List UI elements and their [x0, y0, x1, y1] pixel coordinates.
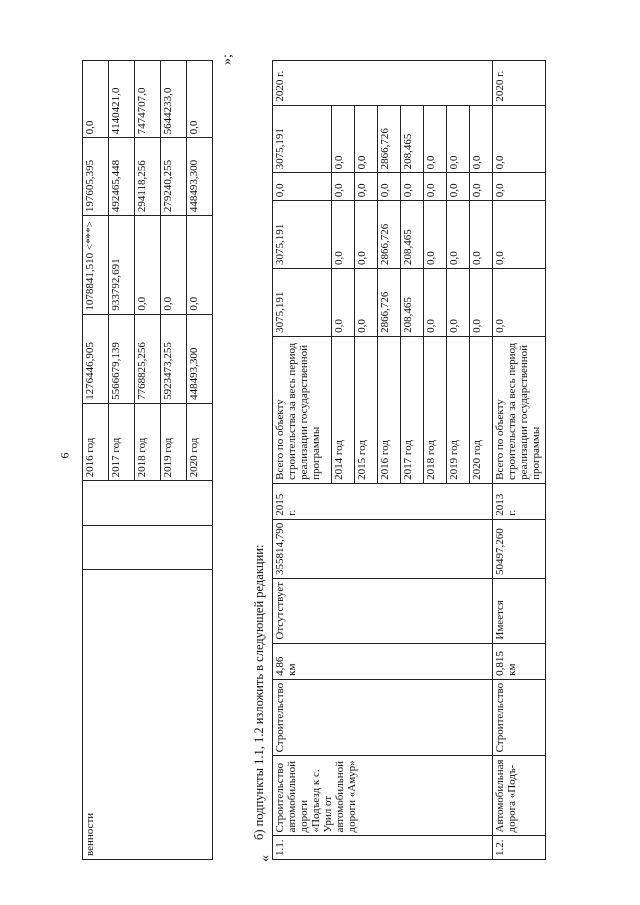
table-cell: 5566679,139: [109, 314, 135, 403]
table-cell: 0,0: [161, 216, 187, 315]
table-cell: Строительство: [273, 679, 493, 756]
table-cell: 0,0: [493, 173, 546, 201]
rotated-document-content: [82, 54, 622, 862]
table-cell: 0,0: [424, 201, 447, 269]
table-cell: 2013 г.: [493, 483, 546, 519]
table-cell: 2017 год: [401, 336, 424, 483]
table-cell: 50497,260: [493, 519, 546, 578]
table-cell: 3075,191: [273, 269, 332, 337]
construction-objects-table: [272, 60, 546, 860]
table-cell: 2014 год: [332, 336, 355, 483]
table-cell: 2015 год: [355, 336, 378, 483]
table-cell: 2866,726: [378, 201, 401, 269]
table-cell: 0,0: [332, 173, 355, 201]
intro-paragraph: б) подпункты 1.1, 1.2 изложить в следующей редакции:: [252, 544, 266, 840]
table-cell: 2016 год: [83, 403, 109, 481]
table-cell: 2019 год: [447, 336, 470, 483]
table-cell: 933792,691: [109, 216, 135, 315]
table-cell: 208,465: [401, 269, 424, 337]
table-cell: 0,0: [493, 105, 546, 173]
table-cell: 0,0: [187, 216, 213, 315]
table-cell: 5923473,255: [161, 314, 187, 403]
table-cell: 0,0: [470, 201, 493, 269]
table-cell: 2018 год: [135, 403, 161, 481]
table-cell: Отсутствует: [273, 578, 493, 643]
table-cell: 0,815 км: [493, 643, 546, 679]
table-cell: 3075,191: [273, 105, 332, 173]
table-cell: 0,0: [378, 173, 401, 201]
table-cell: Всего по объекту строительства за весь период реализации государственной программы: [493, 336, 546, 483]
table-cell: 0,0: [447, 105, 470, 173]
table-cell: 2019 год: [161, 403, 187, 481]
table-cell: 208,465: [401, 105, 424, 173]
table-cell: 3075,191: [273, 201, 332, 269]
table-cell: 197605,395: [83, 138, 109, 216]
table-cell: 2020 год: [187, 403, 213, 481]
table-cell: 0,0: [447, 269, 470, 337]
table-cell: 4140421,0: [109, 61, 135, 138]
table-cell: 4,86 км: [273, 643, 493, 679]
table-cell: 0,0: [187, 61, 213, 138]
table-cell: 0,0: [447, 201, 470, 269]
table-cell: 2020 г.: [273, 61, 493, 106]
table-cell: 0,0: [332, 269, 355, 337]
table-cell: Всего по объекту строительства за весь период реализации государственной программы: [273, 336, 332, 483]
table-cell: [83, 481, 213, 525]
table-cell: 0,0: [273, 173, 332, 201]
table-cell: 448493,300: [187, 138, 213, 216]
table-cell: Строительство автомобильной дороги «Подъезд к с. Урил от автомобильной дороги «Амур»: [273, 756, 493, 836]
table-cell: 0,0: [447, 173, 470, 201]
table-cell: 0,0: [493, 269, 546, 337]
funding-table-continued: [82, 60, 213, 860]
table-cell: 7768825,256: [135, 314, 161, 403]
table-cell: 0,0: [470, 105, 493, 173]
table-cell: 208,465: [401, 201, 424, 269]
table-cell: 2017 год: [109, 403, 135, 481]
table-cell: Автомобильная дорога «Подъ-: [493, 756, 546, 836]
table-cell: [83, 525, 213, 569]
table-cell: 0,0: [470, 173, 493, 201]
table-cell: 1.1.: [273, 836, 493, 860]
table-cell: 0,0: [424, 173, 447, 201]
table-cell: 5644233,0: [161, 61, 187, 138]
table-cell: 448493,300: [187, 314, 213, 403]
table-cell: 0,0: [355, 173, 378, 201]
table-cell: 1.2.: [493, 836, 546, 860]
table-cell: 279240,255: [161, 138, 187, 216]
table-cell: 355814,790: [273, 519, 493, 578]
table-cell: 2020 год: [470, 336, 493, 483]
page-number: 6: [57, 452, 72, 459]
table-cell: 294118,256: [135, 138, 161, 216]
table-cell: 0,0: [355, 105, 378, 173]
table-cell: 2866,726: [378, 269, 401, 337]
table-cell: 0,0: [355, 201, 378, 269]
table-row: [273, 61, 332, 860]
table-cell: Строительство: [493, 679, 546, 756]
table-cell: 0,0: [135, 216, 161, 315]
table-cell: 0,0: [332, 105, 355, 173]
table-cell: 2020 г.: [493, 61, 546, 106]
table-cell: 0,0: [332, 201, 355, 269]
table-cell: 2866,726: [378, 105, 401, 173]
table-cell: 0,0: [355, 269, 378, 337]
table-cell: 0,0: [470, 269, 493, 337]
table-cell: 2016 год: [378, 336, 401, 483]
table-cell: 492465,448: [109, 138, 135, 216]
opening-quote: «: [258, 855, 273, 862]
table-cell: 0,0: [424, 105, 447, 173]
table-cell: 0,0: [401, 173, 424, 201]
closing-quote: »;: [220, 54, 235, 65]
table-cell: 0,0: [424, 269, 447, 337]
table-row: [83, 61, 109, 860]
table-cell: 7474707,0: [135, 61, 161, 138]
table-cell: 1276446,905: [83, 314, 109, 403]
table-cell: 2015 г.: [273, 483, 493, 519]
table-row: [493, 61, 546, 860]
table-cell: 0,0: [493, 201, 546, 269]
table-cell: венности: [83, 570, 213, 860]
table-cell: 0,0: [83, 61, 109, 138]
table-cell: 1078841,510 <***>: [83, 216, 109, 315]
table-cell: 2018 год: [424, 336, 447, 483]
table-cell: Имеется: [493, 578, 546, 643]
